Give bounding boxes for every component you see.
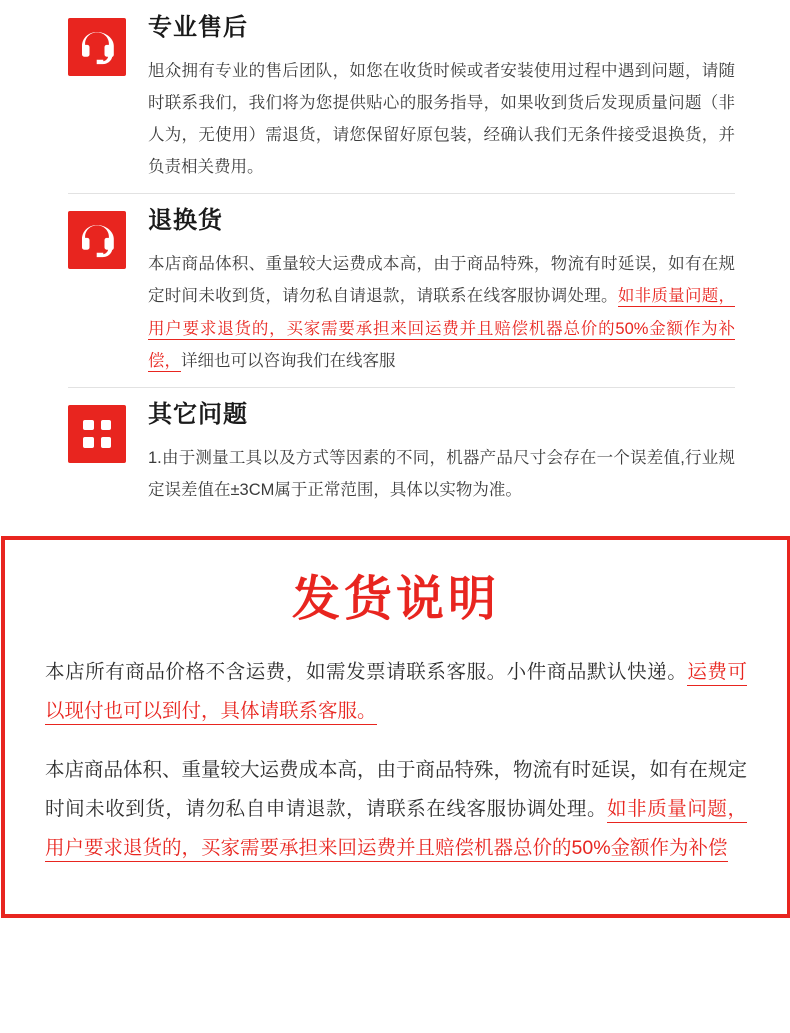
grid-squares-shape [68,405,126,463]
text-run: 本店所有商品价格不含运费，如需发票请联系客服。小件商品默认快递。 [45,660,688,683]
service-block-body [148,399,735,506]
service-block-other-issues [0,387,790,516]
shipping-notice-title: 发货说明 [291,573,500,627]
text-run: 详细也可以咨询我们在线客服 [181,351,396,370]
shipping-notice-box [1,536,790,918]
text-run: 本店商品体积、重量较大运费成本高，由于商品特殊，物流有时延误，如有在规定时间未收到货，请勿私自申请退款，请联系在线客服协调处理。 [45,758,748,820]
headset-icon [68,18,126,76]
grid-squares-icon [68,405,126,463]
grid-square [101,437,112,448]
grid-square [101,420,112,431]
service-block-text [148,248,735,377]
service-block-title: 专业售后 [148,14,248,41]
text-run: 如非质量问题，用户要求退货的，买家需要承担来回运费并且赔偿机器总价的50%金额作为补偿 [45,798,747,862]
text-run: 如非质量问题，用户要求退货的，买家需要承担来回运费并且赔偿机器总价的50%金额作为补偿， [148,287,736,370]
service-block-title: 其它问题 [148,400,248,428]
shipping-paragraph [45,751,747,868]
service-block-title: 退换货 [148,207,223,235]
service-block-returns [0,193,790,386]
shipping-notice-section [0,534,790,918]
text-run: 1.由于测量工具以及方式等因素的不同，机器产品尺寸会存在一个误差值,行业规定误差值在±3CM属于正常范围，具体以实物为准。 [148,448,735,499]
service-block-body [148,205,735,376]
headset-icon [68,211,126,269]
service-block-after-sales [0,0,790,193]
text-run: 旭众拥有专业的售后团队，如您在收货时候或者安装使用过程中遇到问题，请随时联系我们，我们将为您提供贴心的服务指导，如果收到货后发现质量问题（非人为，无使用）需退货，请您保留好原包装，经确认我们无条件接受退换货，并负责相关费用。 [148,61,735,177]
service-block-text [148,442,735,506]
service-block-body [148,12,735,183]
grid-square [83,420,94,431]
service-block-text [148,55,735,184]
shipping-paragraph [45,653,747,731]
text-run: 运费可以现付也可以到付，具体请联系客服。 [45,661,747,725]
grid-square [83,437,94,448]
text-run: 本店商品体积、重量较大运费成本高，由于商品特殊，物流有时延误，如有在规定时间未收到货，请勿私自请退款，请联系在线客服协调处理。 [148,255,735,306]
